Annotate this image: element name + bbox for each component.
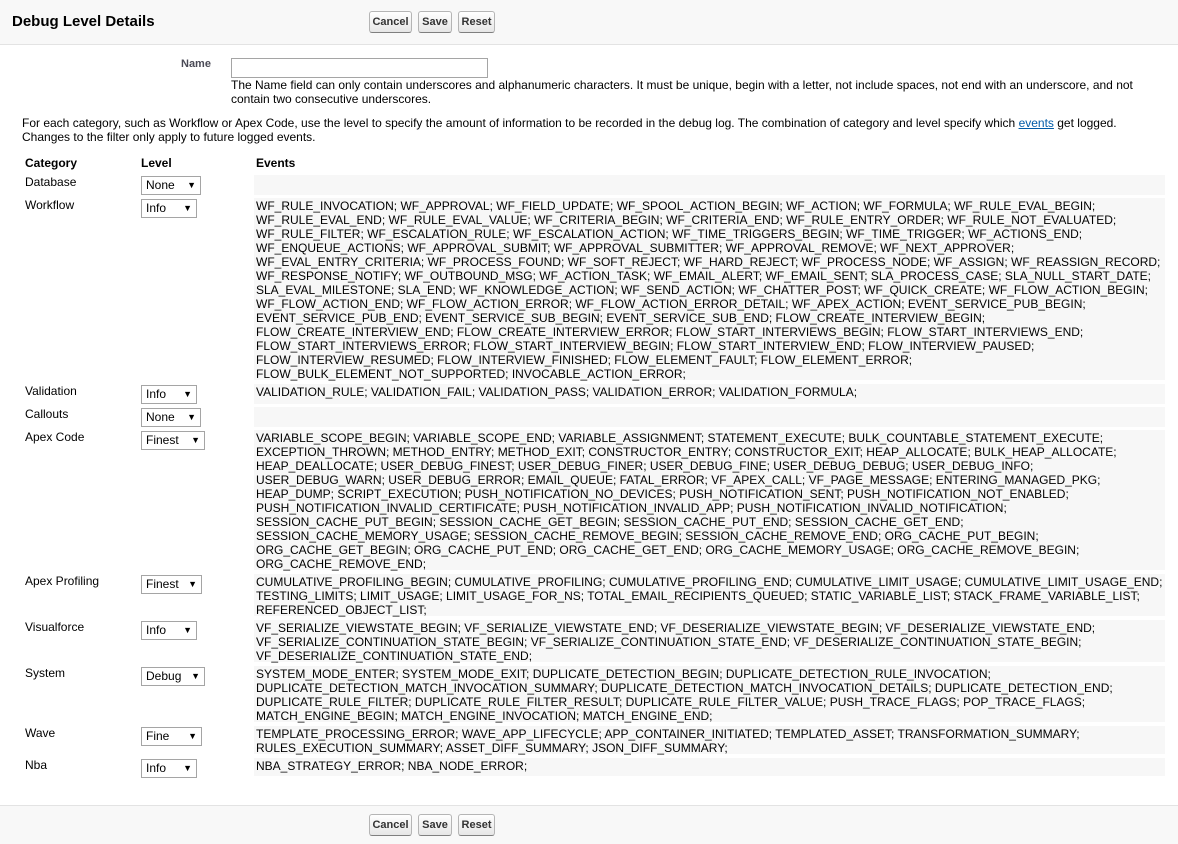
events-cell: TEMPLATE_PROCESSING_ERROR; WAVE_APP_LIFECYCLE; APP_CONTAINER_INITIATED; TEMPLATED_ASSET; TRANSFORMATION_SUMMARY; RULES_EXECUTION_SUMMARY; ASSET_DIFF_SUMMARY; JSON_DIFF_SUMMARY;	[254, 726, 1165, 754]
cancel-button-bottom[interactable]: Cancel	[369, 814, 412, 836]
events-cell: VALIDATION_RULE; VALIDATION_FAIL; VALIDATION_PASS; VALIDATION_ERROR; VALIDATION_FORMULA;	[254, 384, 1165, 404]
level-select-visualforce[interactable]	[141, 621, 197, 640]
category-label: Callouts	[25, 407, 69, 421]
dropdown-arrow-icon: ▼	[188, 731, 197, 741]
page-title: Debug Level Details	[12, 13, 155, 30]
intro-text	[22, 116, 1147, 144]
level-select-validation[interactable]	[141, 385, 197, 404]
level-value: Finest	[146, 577, 179, 591]
dropdown-arrow-icon: ▼	[191, 671, 200, 681]
dropdown-arrow-icon: ▼	[187, 180, 196, 190]
level-value: Fine	[146, 729, 170, 743]
level-column-header: Level	[141, 156, 172, 170]
category-label: Apex Profiling	[25, 574, 100, 588]
level-value: Debug	[146, 669, 182, 683]
level-select-apex-code[interactable]	[141, 431, 205, 450]
category-label: Visualforce	[25, 620, 85, 634]
level-value: Info	[146, 761, 167, 775]
top-button-bar	[0, 0, 1178, 45]
category-label: Nba	[25, 758, 48, 772]
level-select-callouts[interactable]	[141, 408, 201, 427]
category-label: Database	[25, 175, 77, 189]
category-label: Workflow	[25, 198, 75, 212]
level-value: Info	[146, 201, 167, 215]
reset-button-bottom[interactable]: Reset	[458, 814, 495, 836]
name-input[interactable]	[231, 58, 488, 78]
events-cell: SYSTEM_MODE_ENTER; SYSTEM_MODE_EXIT; DUPLICATE_DETECTION_BEGIN; DUPLICATE_DETECTION_RULE_INVOCATION; DUPLICATE_DETECTION_MATCH_INVOCATION_SUMMARY; DUPLICATE_DETECTION_MATCH_INVOCATION_DETAILS; DUPLICATE_DETECTION_END; DUPLICATE_RULE_FILTER; DUPLICATE_RULE_FILTER_RESULT; DUPLICATE_RULE_FILTER_VALUE; PUSH_TRACE_FLAGS; POP_TRACE_FLAGS; MATCH_ENGINE_BEGIN; MATCH_ENGINE_INVOCATION; MATCH_ENGINE_END;	[254, 666, 1165, 722]
events-cell: VARIABLE_SCOPE_BEGIN; VARIABLE_SCOPE_END; VARIABLE_ASSIGNMENT; STATEMENT_EXECUTE; BULK_COUNTABLE_STATEMENT_EXECUTE; EXCEPTION_THROWN; METHOD_ENTRY; METHOD_EXIT; CONSTRUCTOR_ENTRY; CONSTRUCTOR_EXIT; HEAP_ALLOCATE; BULK_HEAP_ALLOCATE; HEAP_DEALLOCATE; USER_DEBUG_FINEST; USER_DEBUG_FINER; USER_DEBUG_FINE; USER_DEBUG_DEBUG; USER_DEBUG_INFO; USER_DEBUG_WARN; USER_DEBUG_ERROR; EMAIL_QUEUE; FATAL_ERROR; VF_APEX_CALL; VF_PAGE_MESSAGE; ENTERING_MANAGED_PKG; HEAP_DUMP; SCRIPT_EXECUTION; PUSH_NOTIFICATION_NO_DEVICES; PUSH_NOTIFICATION_SENT; PUSH_NOTIFICATION_NOT_ENABLED; PUSH_NOTIFICATION_INVALID_CERTIFICATE; PUSH_NOTIFICATION_INVALID_APP; PUSH_NOTIFICATION_INVALID_NOTIFICATION; SESSION_CACHE_PUT_BEGIN; SESSION_CACHE_GET_BEGIN; SESSION_CACHE_PUT_END; SESSION_CACHE_GET_END; SESSION_CACHE_MEMORY_USAGE; SESSION_CACHE_REMOVE_BEGIN; SESSION_CACHE_REMOVE_END; ORG_CACHE_PUT_BEGIN; ORG_CACHE_GET_BEGIN; ORG_CACHE_PUT_END; ORG_CACHE_GET_END; ORG_CACHE_MEMORY_USAGE; ORG_CACHE_REMOVE_BEGIN; ORG_CACHE_REMOVE_END;	[254, 430, 1165, 570]
save-button-top[interactable]: Save	[418, 11, 452, 33]
level-value: Info	[146, 387, 167, 401]
category-label: System	[25, 666, 66, 680]
events-cell: WF_RULE_INVOCATION; WF_APPROVAL; WF_FIELD_UPDATE; WF_SPOOL_ACTION_BEGIN; WF_ACTION; WF_FORMULA; WF_RULE_EVAL_BEGIN; WF_RULE_EVAL_END; WF_RULE_EVAL_VALUE; WF_CRITERIA_BEGIN; WF_CRITERIA_END; WF_RULE_ENTRY_ORDER; WF_RULE_NOT_EVALUATED; WF_RULE_FILTER; WF_ESCALATION_RULE; WF_ESCALATION_ACTION; WF_TIME_TRIGGERS_BEGIN; WF_TIME_TRIGGER; WF_ACTIONS_END; WF_ENQUEUE_ACTIONS; WF_APPROVAL_SUBMIT; WF_APPROVAL_SUBMITTER; WF_APPROVAL_REMOVE; WF_NEXT_APPROVER; WF_EVAL_ENTRY_CRITERIA; WF_PROCESS_FOUND; WF_SOFT_REJECT; WF_HARD_REJECT; WF_PROCESS_NODE; WF_ASSIGN; WF_REASSIGN_RECORD; WF_RESPONSE_NOTIFY; WF_OUTBOUND_MSG; WF_ACTION_TASK; WF_EMAIL_ALERT; WF_EMAIL_SENT; SLA_PROCESS_CASE; SLA_NULL_START_DATE; SLA_EVAL_MILESTONE; SLA_END; WF_KNOWLEDGE_ACTION; WF_SEND_ACTION; WF_CHATTER_POST; WF_QUICK_CREATE; WF_FLOW_ACTION_BEGIN; WF_FLOW_ACTION_END; WF_FLOW_ACTION_ERROR; WF_FLOW_ACTION_ERROR_DETAIL; WF_APEX_ACTION; EVENT_SERVICE_PUB_BEGIN; EVENT_SERVICE_PUB_END; EVENT_SERVICE_SUB_BEGIN; EVENT_SERVICE_SUB_END; FLOW_CREATE_INTERVIEW_BEGIN; FLOW_CREATE_INTERVIEW_END; FLOW_CREATE_INTERVIEW_ERROR; FLOW_START_INTERVIEWS_BEGIN; FLOW_START_INTERVIEWS_END; FLOW_START_INTERVIEWS_ERROR; FLOW_START_INTERVIEW_BEGIN; FLOW_START_INTERVIEW_END; FLOW_INTERVIEW_PAUSED; FLOW_INTERVIEW_RESUMED; FLOW_INTERVIEW_FINISHED; FLOW_ELEMENT_FAULT; FLOW_ELEMENT_ERROR; FLOW_BULK_ELEMENT_NOT_SUPPORTED; INVOCABLE_ACTION_ERROR;	[254, 198, 1165, 380]
name-hint: The Name field can only contain underscores and alphanumeric characters. It must be unique, begin with a letter, not include spaces, not end with an underscore, and not contain two consecutive underscores.	[231, 78, 1133, 106]
cancel-button-top[interactable]: Cancel	[369, 11, 412, 33]
level-value: None	[146, 410, 175, 424]
level-select-database[interactable]	[141, 176, 201, 195]
intro-text-after: get logged. Changes to the filter only apply to future logged events.	[22, 116, 1117, 144]
level-select-apex-profiling[interactable]	[141, 575, 202, 594]
category-label: Validation	[25, 384, 77, 398]
category-label: Wave	[25, 726, 56, 740]
dropdown-arrow-icon: ▼	[183, 625, 192, 635]
events-cell: VF_SERIALIZE_VIEWSTATE_BEGIN; VF_SERIALIZE_VIEWSTATE_END; VF_DESERIALIZE_VIEWSTATE_BEGIN; VF_DESERIALIZE_VIEWSTATE_END; VF_SERIALIZE_CONTINUATION_STATE_BEGIN; VF_SERIALIZE_CONTINUATION_STATE_END; VF_DESERIALIZE_CONTINUATION_STATE_BEGIN; VF_DESERIALIZE_CONTINUATION_STATE_END;	[254, 620, 1165, 662]
level-select-workflow[interactable]	[141, 199, 197, 218]
dropdown-arrow-icon: ▼	[187, 412, 196, 422]
level-select-system[interactable]	[141, 667, 205, 686]
category-label: Apex Code	[25, 430, 85, 444]
name-label: Name	[181, 58, 211, 70]
events-link[interactable]: events	[1018, 116, 1054, 130]
dropdown-arrow-icon: ▼	[183, 763, 192, 773]
dropdown-arrow-icon: ▼	[191, 435, 200, 445]
level-value: Finest	[146, 433, 179, 447]
dropdown-arrow-icon: ▼	[188, 579, 197, 589]
category-column-header: Category	[25, 156, 78, 170]
dropdown-arrow-icon: ▼	[183, 203, 192, 213]
dropdown-arrow-icon: ▼	[183, 389, 192, 399]
bottom-button-bar	[0, 805, 1178, 844]
level-value: None	[146, 178, 175, 192]
reset-button-top[interactable]: Reset	[458, 11, 495, 33]
save-button-bottom[interactable]: Save	[418, 814, 452, 836]
events-cell	[254, 407, 1165, 427]
events-column-header: Events	[256, 156, 296, 170]
level-select-nba[interactable]	[141, 759, 197, 778]
intro-text-before: For each category, such as Workflow or Apex Code, use the level to specify the amount of information to be recorded in the debug log. The combination of category and level specify which	[22, 116, 1019, 130]
level-select-wave[interactable]	[141, 727, 202, 746]
events-cell: NBA_STRATEGY_ERROR; NBA_NODE_ERROR;	[254, 758, 1165, 776]
level-value: Info	[146, 623, 167, 637]
events-cell	[254, 175, 1165, 195]
events-cell: CUMULATIVE_PROFILING_BEGIN; CUMULATIVE_PROFILING; CUMULATIVE_PROFILING_END; CUMULATIVE_LIMIT_USAGE; CUMULATIVE_LIMIT_USAGE_END; TESTING_LIMITS; LIMIT_USAGE; LIMIT_USAGE_FOR_NS; TOTAL_EMAIL_RECIPIENTS_QUEUED; STATIC_VARIABLE_LIST; STACK_FRAME_VARIABLE_LIST; REFERENCED_OBJECT_LIST;	[254, 574, 1165, 616]
